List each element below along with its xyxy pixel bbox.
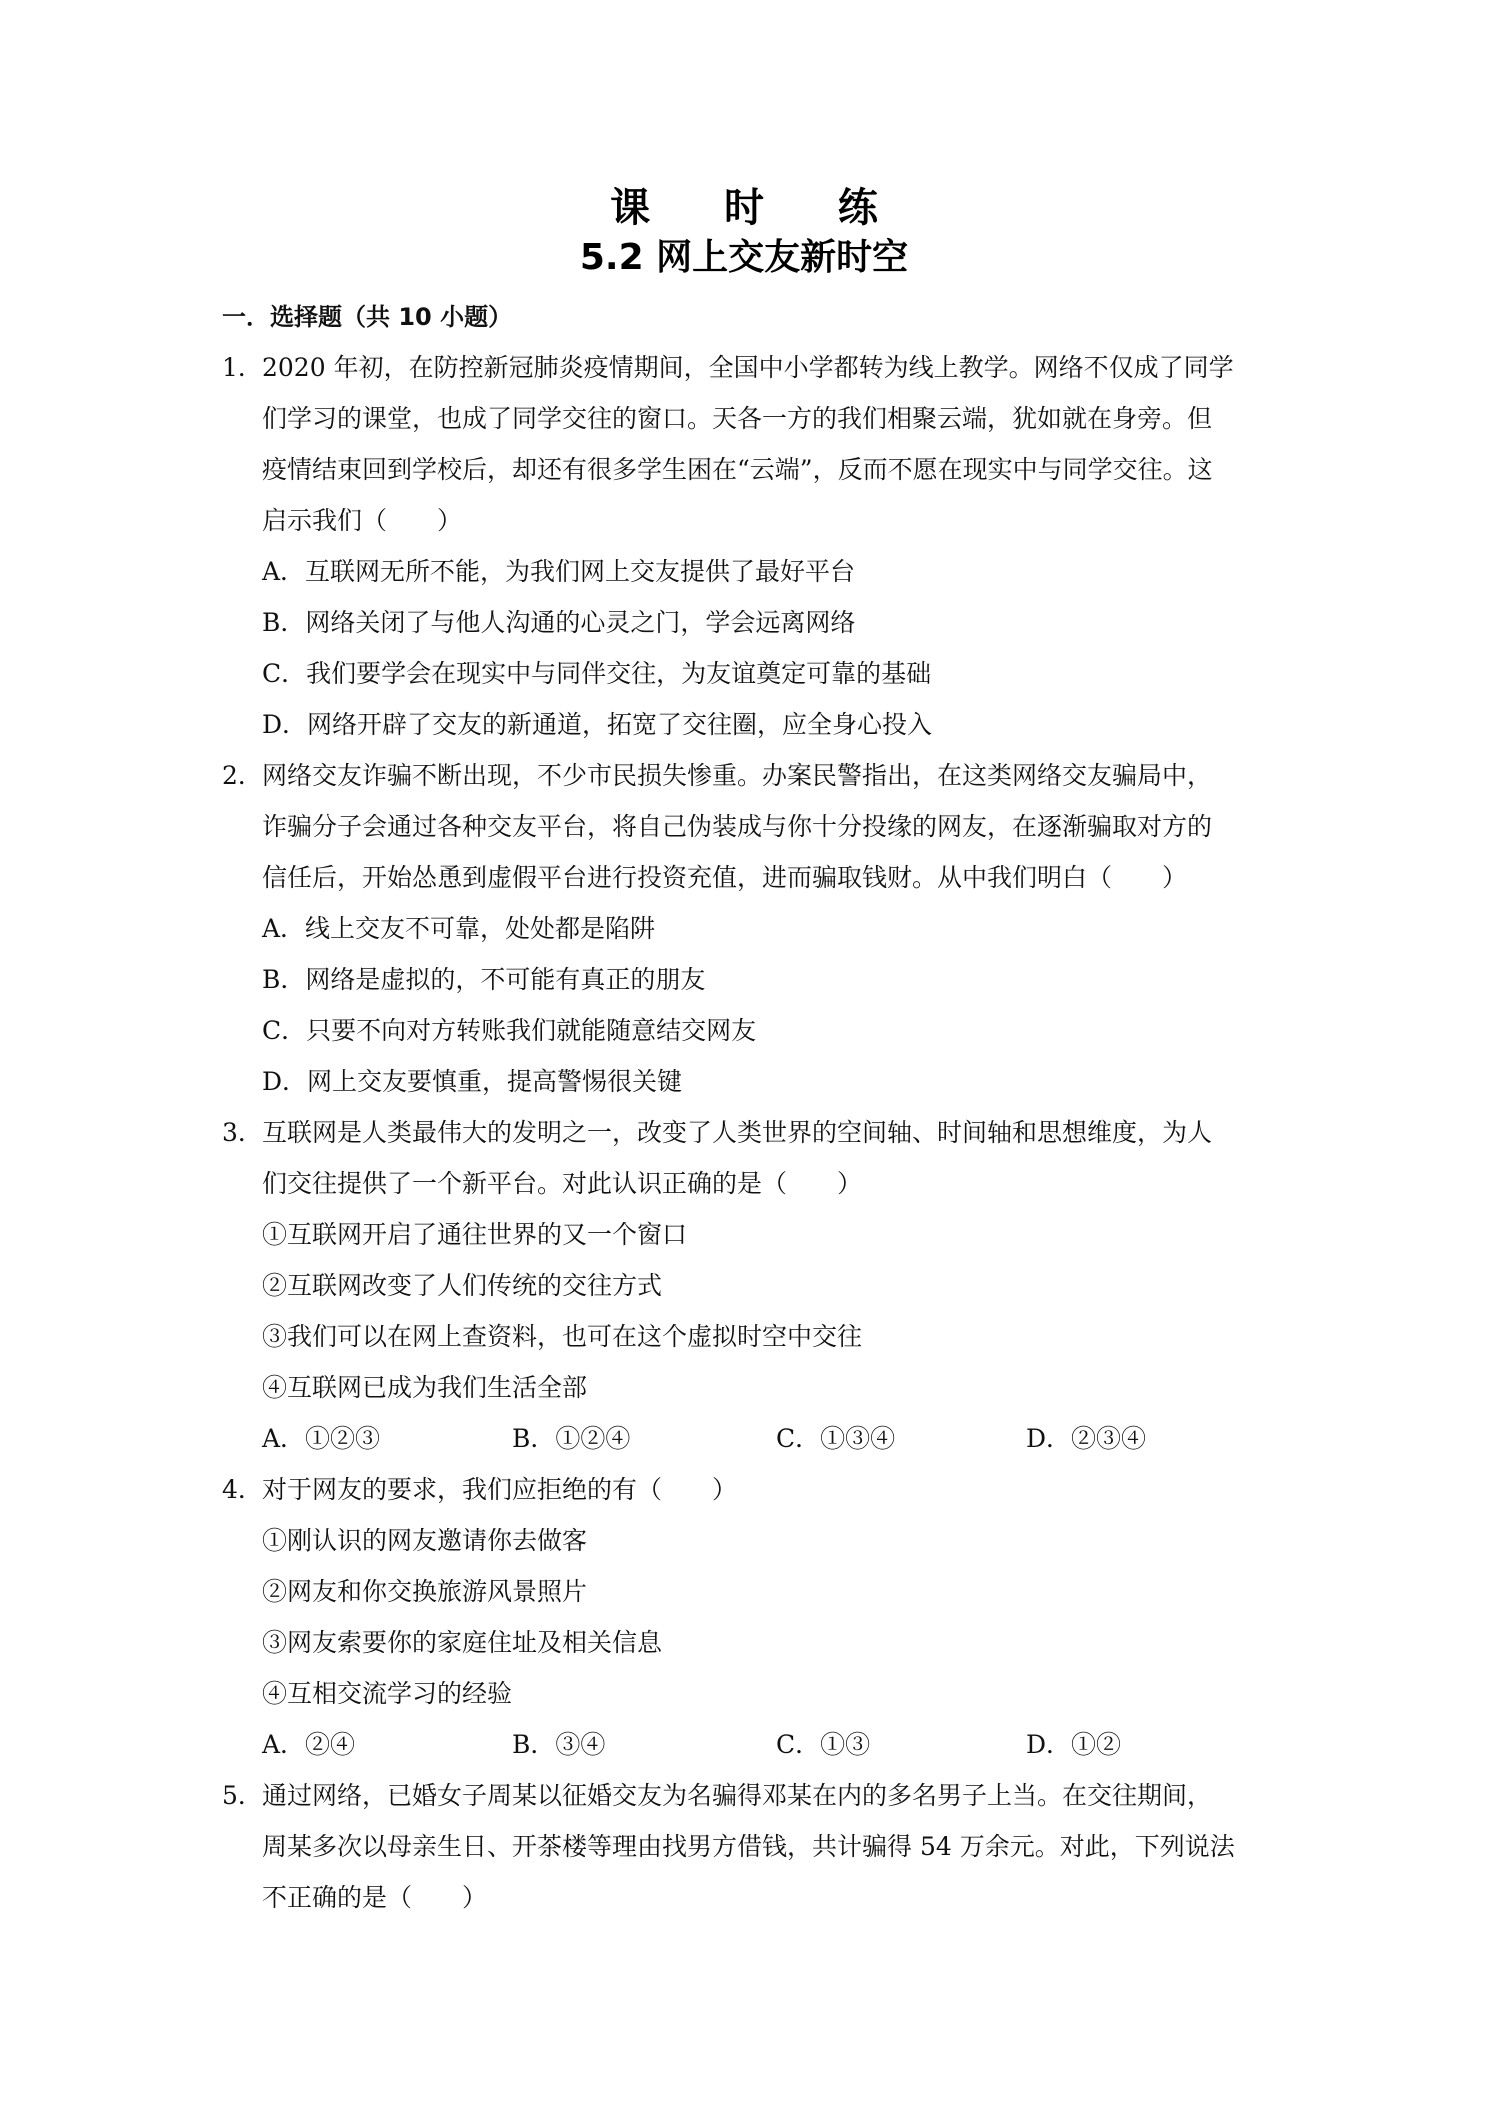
question-text-line: 对于网友的要求，我们应拒绝的有（ ） [262,1475,738,1504]
question-text-line: 2020 年初，在防控新冠肺炎疫情期间，全国中小学都转为线上教学。网络不仅成了同学 [262,353,1234,382]
question-text-line: 互联网是人类最伟大的发明之一，改变了人类世界的空间轴、时间轴和思想维度，为人 [262,1118,1213,1147]
answer-choice: C．①③④ [776,1424,896,1453]
question-text-line: 们学习的课堂，也成了同学交往的窗口。天各一方的我们相聚云端，犹如就在身旁。但 [262,404,1213,433]
statement-item: ①刚认识的网友邀请你去做客 [262,1526,588,1555]
question-text-line: 网络交友诈骗不断出现，不少市民损失惨重。办案民警指出，在这类网络交友骗局中， [262,761,1213,790]
answer-choice: D．②③④ [1026,1424,1147,1453]
answer-option: B．网络关闭了与他人沟通的心灵之门，学会远离网络 [262,608,856,637]
statement-item: ①互联网开启了通往世界的又一个窗口 [262,1220,688,1249]
answer-choice: A．①②③ [262,1424,381,1453]
answer-option: B．网络是虚拟的，不可能有真正的朋友 [262,965,706,994]
answer-option: A．线上交友不可靠，处处都是陷阱 [262,914,656,943]
question-number: 1． [222,353,263,382]
question-text-line: 启示我们（ ） [262,506,463,535]
question-text-line: 们交往提供了一个新平台。对此认识正确的是（ ） [262,1169,863,1198]
statement-item: ④互联网已成为我们生活全部 [262,1373,588,1402]
answer-option: C．只要不向对方转账我们就能随意结交网友 [262,1016,757,1045]
statement-item: ④互相交流学习的经验 [262,1679,513,1708]
answer-choice: A．②④ [262,1730,356,1759]
answer-option: A．互联网无所不能，为我们网上交友提供了最好平台 [262,557,856,586]
question-text-line: 不正确的是（ ） [262,1883,488,1912]
statement-item: ③我们可以在网上查资料，也可在这个虚拟时空中交往 [262,1322,863,1351]
question-text-line: 疫情结束回到学校后，却还有很多学生困在“云端”，反而不愿在现实中与同学交往。这 [262,455,1213,484]
question-number: 5． [222,1781,263,1810]
answer-option: C．我们要学会在现实中与同伴交往，为友谊奠定可靠的基础 [262,659,932,688]
question-number: 3． [222,1118,263,1147]
question-text-line: 诈骗分子会通过各种交友平台，将自己伪装成与你十分投缘的网友，在逐渐骗取对方的 [262,812,1213,841]
question-number: 4． [222,1475,263,1504]
answer-choice: D．①② [1026,1730,1122,1759]
statement-item: ③网友索要你的家庭住址及相关信息 [262,1628,663,1657]
lesson-title: 5.2 网上交友新时空 [579,237,909,278]
section-heading: 一．选择题（共 10 小题） [222,303,513,331]
question-text-line: 通过网络，已婚女子周某以征婚交友为名骗得邓某在内的多名男子上当。在交往期间， [262,1781,1213,1810]
page-title: 课 时 练 [610,185,908,231]
answer-choice: B．③④ [512,1730,606,1759]
statement-item: ②互联网改变了人们传统的交往方式 [262,1271,663,1300]
answer-choice: C．①③ [776,1730,871,1759]
question-text-line: 周某多次以母亲生日、开茶楼等理由找男方借钱，共计骗得 54 万余元。对此，下列说法 [262,1832,1235,1861]
answer-option: D．网络开辟了交友的新通道，拓宽了交往圈，应全身心投入 [262,710,933,739]
answer-choice: B．①②④ [512,1424,631,1453]
answer-option: D．网上交友要慎重，提高警惕很关键 [262,1067,683,1096]
question-number: 2． [222,761,263,790]
statement-item: ②网友和你交换旅游风景照片 [262,1577,588,1606]
question-text-line: 信任后，开始怂恿到虚假平台进行投资充值，进而骗取钱财。从中我们明白（ ） [262,863,1188,892]
